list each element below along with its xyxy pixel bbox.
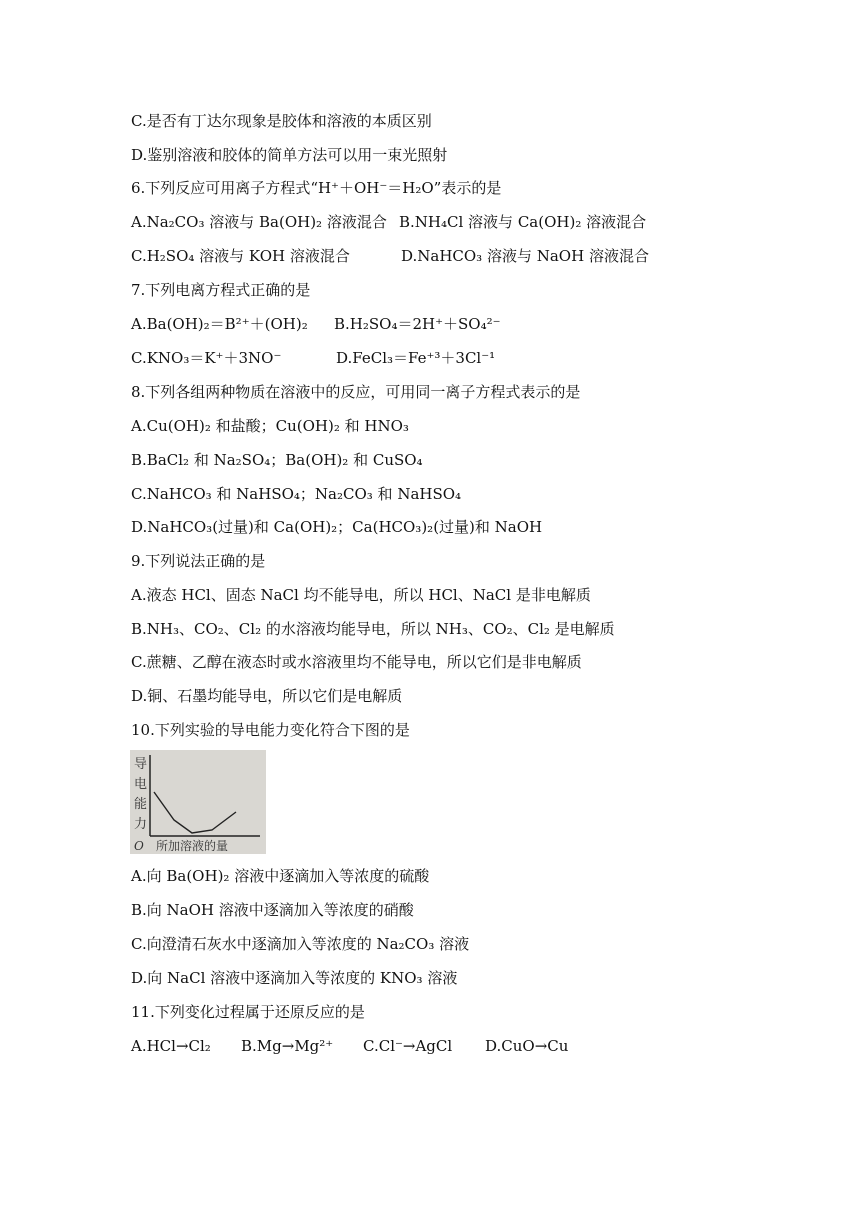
question-9: 9.下列说法正确的是 (131, 552, 266, 570)
question-8: 8.下列各组两种物质在溶液中的反应，可用同一离子方程式表示的是 (131, 383, 581, 401)
origin-label: O (134, 839, 144, 853)
option-10a: A.向 Ba(OH)₂ 溶液中逐滴加入等浓度的硫酸 (131, 867, 430, 885)
option-11a: A.HCl→Cl₂ (131, 1037, 211, 1055)
options-7-ab (131, 314, 501, 334)
options-11 (131, 1036, 568, 1056)
option-10b: B.向 NaOH 溶液中逐滴加入等浓度的硝酸 (131, 901, 414, 919)
question-11: 11.下列变化过程属于还原反应的是 (131, 1003, 365, 1021)
options-7-cd (131, 348, 495, 368)
conductivity-curve (154, 792, 236, 833)
option-11c: C.Cl⁻→AgCl (363, 1037, 453, 1055)
option-11d: D.CuO→Cu (485, 1037, 569, 1055)
option-8d: D.NaHCO₃(过量)和 Ca(OH)₂；Ca(HCO₃)₂(过量)和 NaOH (131, 518, 543, 536)
y-label-char-4: 力 (134, 817, 148, 832)
option-10c: C.向澄清石灰水中逐滴加入等浓度的 Na₂CO₃ 溶液 (131, 935, 470, 953)
option-7d: D.FeCl₃＝Fe⁺³＋3Cl⁻¹ (336, 349, 496, 367)
option-9a: A.液态 HCl、固态 NaCl 均不能导电，所以 HCl、NaCl 是非电解质 (131, 586, 591, 604)
option-5d: D.鉴别溶液和胶体的简单方法可以用一束光照射 (131, 146, 448, 164)
option-8b: B.BaCl₂ 和 Na₂SO₄；Ba(OH)₂ 和 CuSO₄ (131, 451, 423, 469)
option-8a: A.Cu(OH)₂ 和盐酸；Cu(OH)₂ 和 HNO₃ (131, 417, 409, 435)
question-7: 7.下列电离方程式正确的是 (131, 281, 311, 299)
question-10: 10.下列实验的导电能力变化符合下图的是 (131, 721, 410, 739)
option-6d: D.NaHCO₃ 溶液与 NaOH 溶液混合 (401, 247, 649, 265)
option-6c: C.H₂SO₄ 溶液与 KOH 溶液混合 (131, 247, 350, 265)
option-9b: B.NH₃、CO₂、Cl₂ 的水溶液均能导电，所以 NH₃、CO₂、Cl₂ 是电解质 (131, 620, 615, 638)
option-7c: C.KNO₃＝K⁺＋3NO⁻ (131, 349, 282, 367)
conductivity-figure (130, 750, 266, 854)
option-11b: B.Mg→Mg²⁺ (241, 1037, 334, 1055)
option-5c: C.是否有丁达尔现象是胶体和溶液的本质区别 (131, 112, 432, 130)
question-6: 6.下列反应可用离子方程式“H⁺＋OH⁻＝H₂O”表示的是 (131, 179, 502, 197)
x-axis-label: 所加溶液的量 (156, 839, 229, 853)
y-label-char-3: 能 (134, 797, 148, 812)
option-7b: B.H₂SO₄＝2H⁺＋SO₄²⁻ (334, 315, 501, 333)
options-6-ab (131, 212, 646, 232)
conductivity-graph (130, 750, 266, 854)
y-label-char-2: 电 (134, 777, 148, 792)
option-9d: D.铜、石墨均能导电，所以它们是电解质 (131, 687, 403, 705)
options-6-cd (131, 246, 649, 266)
option-6b: B.NH₄Cl 溶液与 Ca(OH)₂ 溶液混合 (399, 213, 647, 231)
option-8c: C.NaHCO₃ 和 NaHSO₄；Na₂CO₃ 和 NaHSO₄ (131, 485, 462, 503)
option-7a: A.Ba(OH)₂＝B²⁺＋(OH)₂ (131, 315, 308, 333)
option-9c: C.蔗糖、乙醇在液态时或水溶液里均不能导电，所以它们是非电解质 (131, 653, 582, 671)
y-label-char-1: 导 (134, 757, 148, 772)
option-10d: D.向 NaCl 溶液中逐滴加入等浓度的 KNO₃ 溶液 (131, 969, 458, 987)
option-6a: A.Na₂CO₃ 溶液与 Ba(OH)₂ 溶液混合 (131, 213, 387, 231)
